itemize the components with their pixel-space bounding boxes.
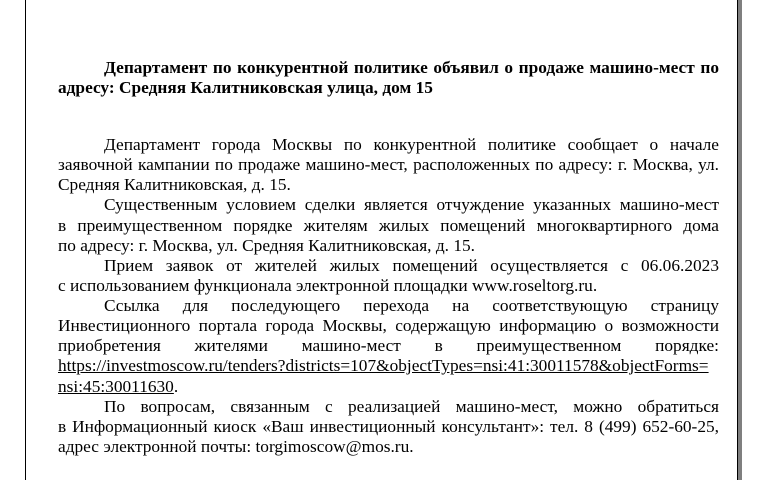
paragraph-line: Средняя Калитниковская, д. 15. — [58, 175, 291, 195]
investment-portal-link-continued[interactable]: nsi:45:30011630 — [58, 376, 174, 396]
title-line: Департамент по конкурентной политике объявил о продаже машино-мест по — [104, 58, 719, 77]
paragraph-line: по адресу: г. Москва, ул. Средняя Калитниковская, д. 15. — [58, 235, 475, 255]
document-title — [58, 58, 719, 98]
paragraph-announcement — [58, 135, 719, 195]
paragraph-line: Департамент города Москвы по конкурентной политике сообщает о начале — [104, 135, 719, 154]
paragraph-line: приобретения жителями машино-мест в преимущественном порядке: — [58, 336, 719, 356]
paragraph-line: адрес электронной почты: torgimoscow@mos.ru. — [58, 436, 414, 456]
paragraph-applications — [58, 256, 719, 296]
paragraph-contacts — [58, 397, 719, 457]
paragraph-line: в Информационный киоск «Ваш инвестиционный консультант»: тел. 8 (499) 652-60-25, — [58, 416, 719, 436]
sentence-end: . — [173, 376, 179, 396]
paragraph-line: Существенным условием сделки является отчуждение указанных машино-мест — [104, 195, 719, 215]
document-body — [58, 135, 719, 457]
investment-portal-link[interactable]: https://investmoscow.ru/tenders?districts=107&objectTypes=nsi:41:30011578&objectForms= — [58, 356, 709, 376]
paragraph-line — [58, 356, 719, 376]
paragraph-line: Инвестиционного портала города Москвы, содержащую информацию о возможности — [58, 316, 719, 336]
paragraph-condition — [58, 195, 719, 255]
paragraph-line — [58, 377, 719, 397]
paragraph-line: Прием заявок от жителей жилых помещений осуществляется с 06.06.2023 — [104, 255, 719, 275]
title-line: адресу: Средняя Калитниковская улица, дом 15 — [58, 78, 433, 97]
paragraph-portal-link — [58, 296, 719, 397]
paragraph-line: в преимущественном порядке жителям жилых помещений многоквартирного дома — [58, 215, 719, 235]
paragraph-line: заявочной кампании по продаже машино-мест, расположенных по адресу: г. Москва, ул. — [58, 155, 719, 175]
paragraph-line: с использованием функционала электронной площадки www.roseltorg.ru. — [58, 275, 598, 295]
paragraph-line: Ссылка для последующего перехода на соответствующую страницу — [104, 296, 719, 315]
paragraph-line: По вопросам, связанным с реализацией машино-мест, можно обратиться — [104, 396, 719, 416]
